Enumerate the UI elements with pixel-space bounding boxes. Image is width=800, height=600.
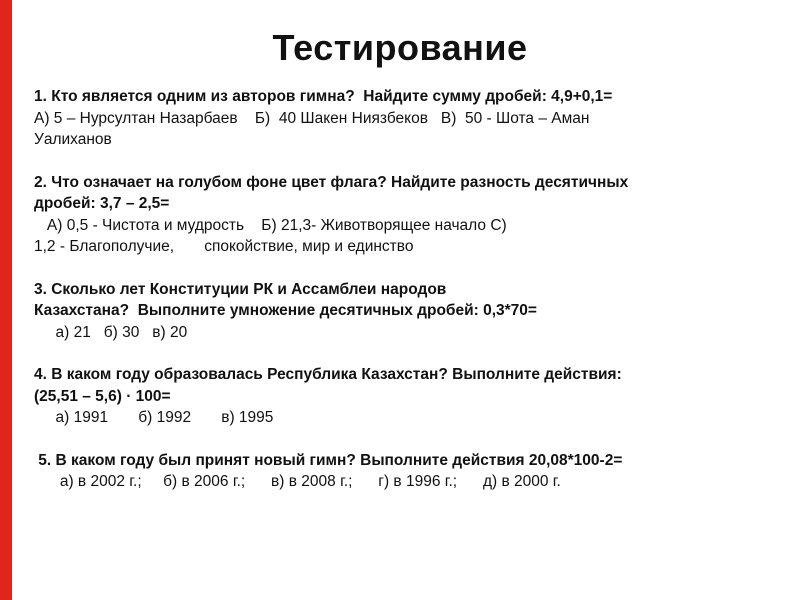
question-line: 2. Что означает на голубом фоне цвет флага? Найдите разность десятичных xyxy=(34,173,629,191)
answer-options-line: Уалиханов xyxy=(34,131,112,148)
blank-line xyxy=(34,151,784,172)
blank-line xyxy=(34,429,784,450)
question-line: 3. Сколько лет Конституции РК и Ассамблеи народов xyxy=(34,280,447,298)
question-line: 4. В каком году образовалась Республика Казахстан? Выполните действия: xyxy=(34,366,622,383)
question-line: Казахстана? Выполните умножение десятичных дробей: 0,3*70= xyxy=(34,302,537,319)
answer-options-line: А) 0,5 - Чистота и мудрость Б) 21,3- Животворящее начало С) xyxy=(34,216,507,234)
blank-line xyxy=(34,343,784,364)
answer-options-line: а) 21 б) 30 в) 20 xyxy=(34,323,188,341)
blank-line xyxy=(34,258,784,279)
answer-options-line: а) в 2002 г.; б) в 2006 г.; в) в 2008 г.; г) в 1996 г.; д) в 2000 г. xyxy=(34,473,561,490)
question-line: 1. Кто является одним из авторов гимна? Найдите сумму дробей: 4,9+0,1= xyxy=(34,88,613,105)
red-accent-bar xyxy=(0,0,12,600)
question-line: 5. В каком году был принят новый гимн? Выполните действия 20,08*100-2= xyxy=(34,451,623,469)
quiz-content xyxy=(34,86,784,493)
answer-options-line: А) 5 – Нурсултан Назарбаев Б) 40 Шакен Ниязбеков В) 50 - Шота – Аман xyxy=(34,109,590,127)
question-line: (25,51 – 5,6) · 100= xyxy=(34,387,171,405)
question-line: дробей: 3,7 – 2,5= xyxy=(34,195,170,212)
slide-title: Тестирование xyxy=(272,27,528,68)
answer-options-line: а) 1991 б) 1992 в) 1995 xyxy=(34,409,274,426)
answer-options-line: 1,2 - Благополучие, спокойствие, мир и единство xyxy=(34,238,414,255)
